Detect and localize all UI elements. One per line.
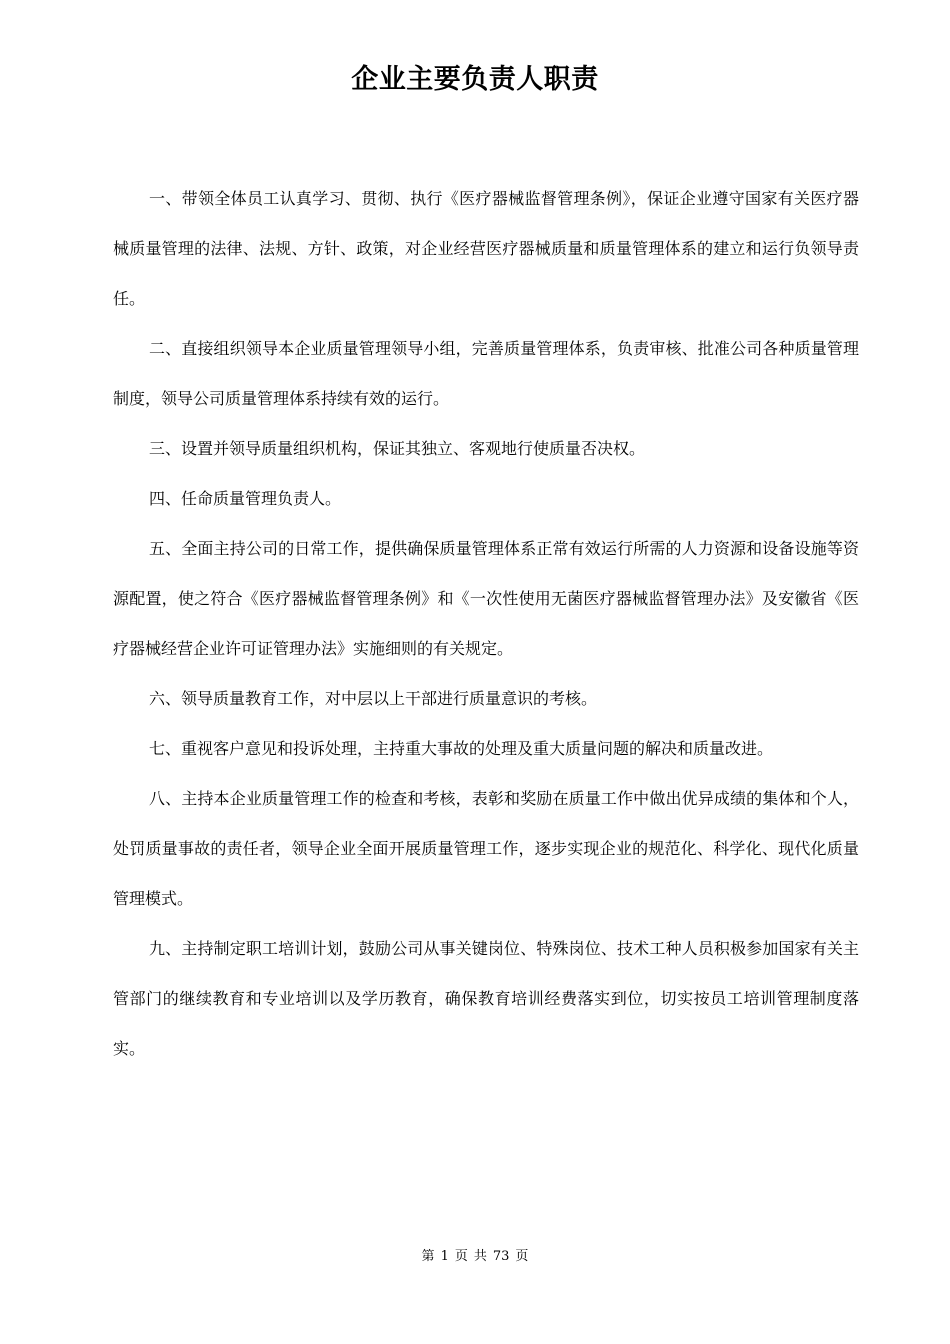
footer-page-unit: 页 (454, 1249, 468, 1264)
footer-suffix: 页 (515, 1249, 529, 1264)
paragraph-6: 六、领导质量教育工作，对中层以上干部进行质量意识的考核。 (149, 689, 598, 708)
paragraph-8: 八、主持本企业质量管理工作的检查和考核，表彰和奖励在质量工作中做出优异成绩的集体和个人，处罚质量事故的责任者，领导企业全面开展质量管理工作，逐步实现企业的规范化、科学化、现代化质量管理模式。 (113, 789, 859, 908)
footer-total-word: 共 (473, 1249, 487, 1264)
footer-current-page: 1 (440, 1249, 449, 1264)
page-title: 企业主要负责人职责 (351, 64, 599, 95)
page-footer (0, 1248, 950, 1266)
paragraph-2: 二、直接组织领导本企业质量管理领导小组，完善质量管理体系，负责审核、批准公司各种质量管理制度，领导公司质量管理体系持续有效的运行。 (113, 339, 859, 408)
paragraph-5: 五、全面主持公司的日常工作，提供确保质量管理体系正常有效运行所需的人力资源和设备设施等资源配置，使之符合《医疗器械监督管理条例》和《一次性使用无菌医疗器械监督管理办法》及安徽省《医疗器械经营企业许可证管理办法》实施细则的有关规定。 (113, 539, 859, 658)
paragraph-9: 九、主持制定职工培训计划，鼓励公司从事关键岗位、特殊岗位、技术工种人员积极参加国家有关主管部门的继续教育和专业培训以及学历教育，确保教育培训经费落实到位，切实按员工培训管理制度落实。 (113, 939, 859, 1058)
footer-prefix: 第 (421, 1249, 435, 1264)
paragraph-3: 三、设置并领导质量组织机构，保证其独立、客观地行使质量否决权。 (149, 439, 646, 458)
footer-total-pages: 73 (492, 1249, 510, 1264)
document-body (113, 174, 859, 1074)
paragraph-7: 七、重视客户意见和投诉处理，主持重大事故的处理及重大质量问题的解决和质量改进。 (149, 739, 774, 758)
paragraph-1: 一、带领全体员工认真学习、贯彻、执行《医疗器械监督管理条例》，保证企业遵守国家有关医疗器械质量管理的法律、法规、方针、政策，对企业经营医疗器械质量和质量管理体系的建立和运行负领导责任。 (113, 189, 859, 308)
paragraph-4: 四、任命质量管理负责人。 (149, 489, 342, 508)
